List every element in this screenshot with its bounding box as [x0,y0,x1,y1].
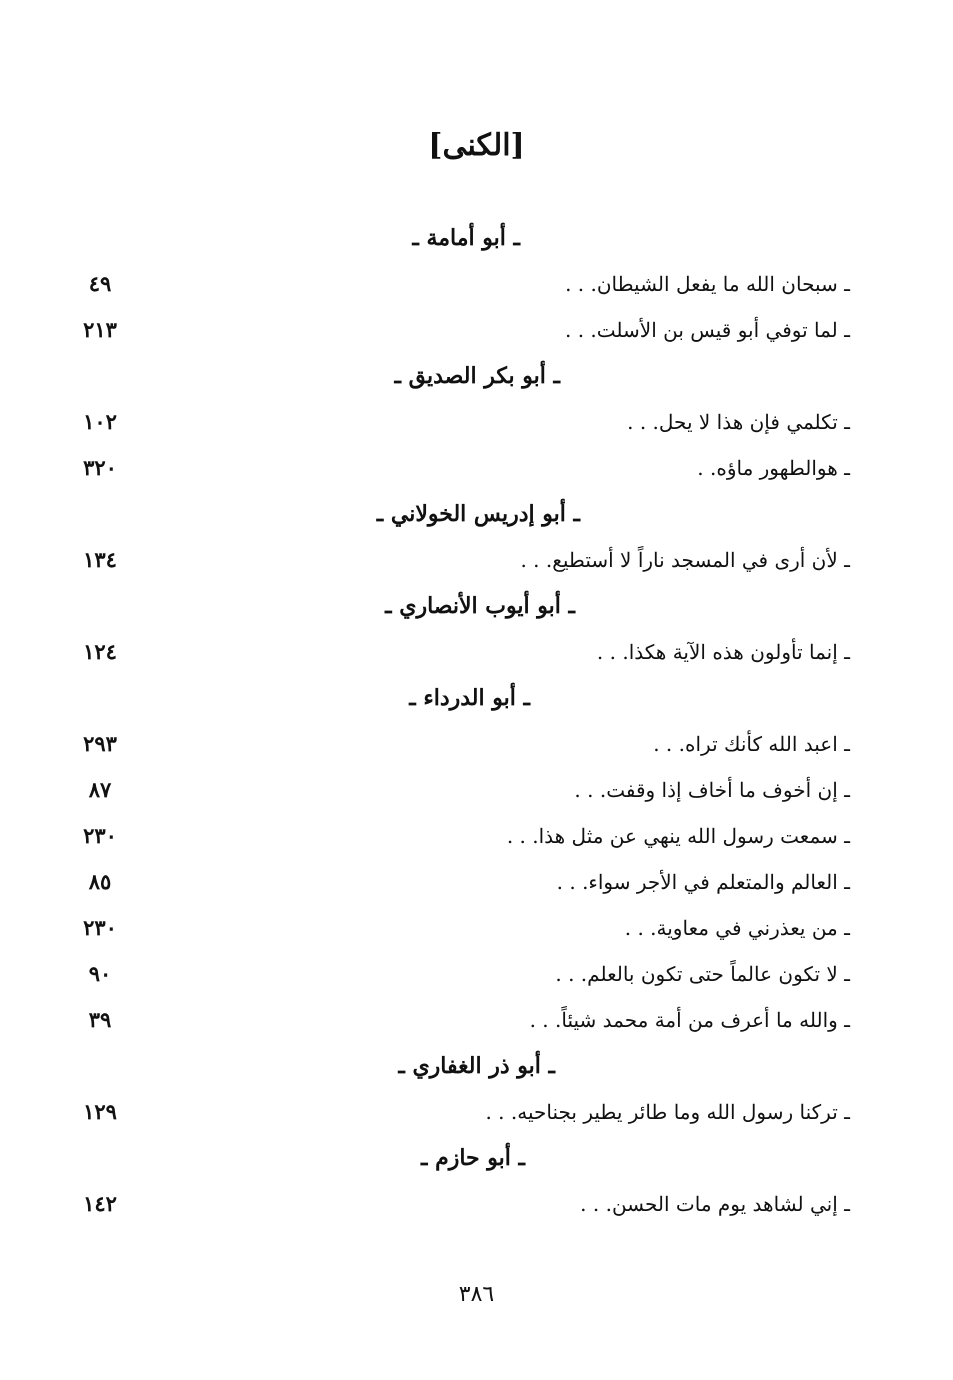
entry-page-number: ١٤٢ [83,1191,117,1216]
entry-page-number: ١٣٤ [83,547,117,572]
entry-text: ـ لأن أرى في المسجد ناراً لا أستطيع. . . [520,548,850,572]
index-entry [70,261,850,307]
entry-text: ـ تكلمي فإن هذا لا يحل. . . [627,410,850,434]
entry-text: ـ سبحان الله ما يفعل الشيطان. . . [565,272,850,296]
index-entry [70,1089,850,1135]
entry-page-number: ٢٣٠ [83,823,117,848]
index-entry [70,767,850,813]
entry-text: ـ العالم والمتعلم في الأجر سواء. . . [556,870,850,894]
group-heading: ـ أبو الدرداء ـ [409,685,530,711]
group-heading: ـ أبو بكر الصديق ـ [394,363,560,389]
index-entry [70,813,850,859]
entry-page-number: ٢١٣ [83,317,117,342]
index-entry [70,859,850,905]
entry-text: ـ إنما تأولون هذه الآية هكذا. . . [596,640,850,664]
entry-page-number: ٩٠ [88,961,112,986]
index-entry [70,951,850,997]
entry-text: ـ سمعت رسول الله ينهي عن مثل هذا. . . [506,824,850,848]
page-number: ٣٨٦ [458,1282,495,1307]
entry-page-number: ٣٢٠ [83,455,117,480]
index-entry [70,537,850,583]
entry-page-number: ٢٩٣ [83,731,117,756]
entry-text: ـ والله ما أعرف من أمة محمد شيئاً. . . [529,1008,850,1032]
entry-page-number: ٢٣٠ [83,915,117,940]
entry-text: ـ إن أخوف ما أخاف إذا وقفت. . . [574,778,850,802]
section-title: [الكنى] [428,128,525,163]
entry-page-number: ٤٩ [88,271,112,296]
entry-page-number: ٨٧ [88,777,112,802]
entry-text: ـ لا تكون عالماً حتى تكون بالعلم. . . [555,962,850,986]
entry-text: ـ إني لشاهد يوم مات الحسن. . . [580,1192,850,1216]
entry-page-number: ١٢٩ [83,1099,117,1124]
index-entry [70,629,850,675]
entry-text: ـ تركنا رسول الله وما طائر يطير بجناحيه. . . [485,1100,850,1124]
group-heading: ـ أبو أيوب الأنصاري ـ [385,593,575,619]
index-entry [70,307,850,353]
index-entry [70,1181,850,1227]
entry-page-number: ١٢٤ [83,639,117,664]
entry-page-number: ٨٥ [88,869,112,894]
entry-page-number: ١٠٢ [83,409,117,434]
entry-text: ـ اعبد الله كأنك تراه. . . [653,732,850,756]
group-heading: ـ أبو أمامة ـ [412,225,520,251]
group-heading: ـ أبو إدريس الخولاني ـ [376,501,580,527]
index-list [70,215,850,1227]
index-entry [70,721,850,767]
index-entry [70,445,850,491]
group-heading: ـ أبو ذر الغفاري ـ [398,1053,555,1079]
entry-text: ـ هوالطهور ماؤه. . [697,456,850,480]
index-entry [70,399,850,445]
entry-text: ـ لما توفي أبو قيس بن الأسلت. . . [565,318,850,342]
entry-text: ـ من يعذرني في معاوية. . . [624,916,850,940]
group-heading: ـ أبو حازم ـ [420,1145,525,1171]
index-entry [70,997,850,1043]
index-entry [70,905,850,951]
entry-page-number: ٣٩ [88,1007,112,1032]
